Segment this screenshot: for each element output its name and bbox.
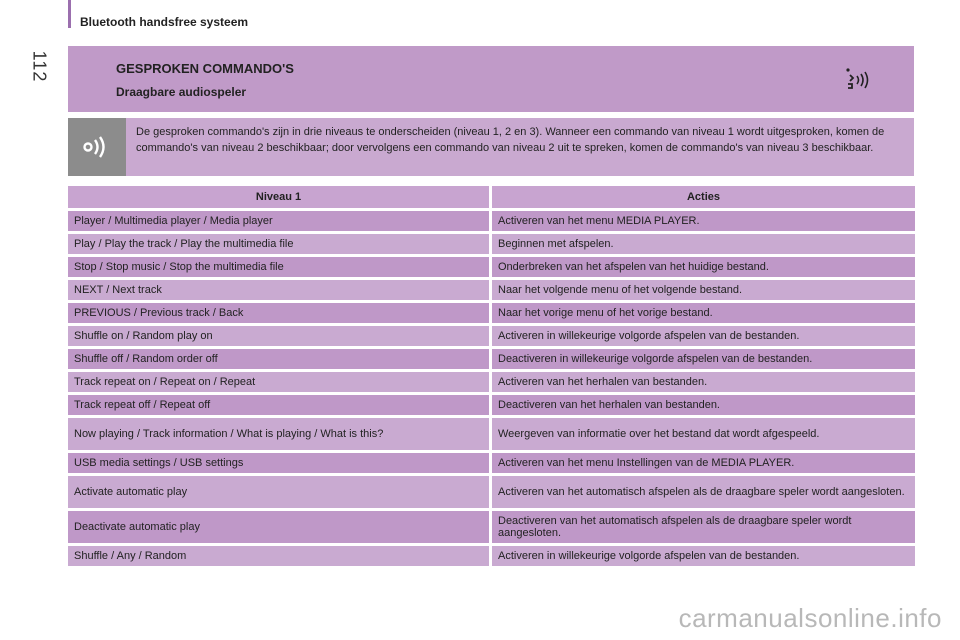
action-cell: Activeren in willekeurige volgorde afspelen van de bestanden. — [492, 326, 915, 346]
voice-command-icon — [842, 66, 870, 94]
command-cell: Shuffle off / Random order off — [68, 349, 492, 369]
action-cell: Naar het volgende menu of het volgende bestand. — [492, 280, 915, 300]
section-marker-bar — [68, 0, 71, 28]
table-body — [68, 211, 915, 566]
action-cell: Activeren van het automatisch afspelen als de draagbare speler wordt aangesloten. — [492, 476, 915, 508]
command-cell: Shuffle / Any / Random — [68, 546, 492, 566]
action-cell: Deactiveren van het herhalen van bestanden. — [492, 395, 915, 415]
header-panel — [68, 46, 914, 112]
table-row — [68, 546, 915, 566]
table-row — [68, 326, 915, 346]
section-title: Bluetooth handsfree systeem — [80, 15, 249, 29]
table-row — [68, 211, 915, 231]
command-cell: Track repeat on / Repeat on / Repeat — [68, 372, 492, 392]
command-cell: Activate automatic play — [68, 476, 492, 508]
command-cell: Deactivate automatic play — [68, 511, 492, 543]
command-cell: Now playing / Track information / What is playing / What is this? — [68, 418, 492, 450]
command-cell: Play / Play the track / Play the multimedia file — [68, 234, 492, 254]
command-cell: Player / Multimedia player / Media player — [68, 211, 492, 231]
action-cell: Onderbreken van het afspelen van het huidige bestand. — [492, 257, 915, 277]
action-cell: Activeren van het menu MEDIA PLAYER. — [492, 211, 915, 231]
action-cell: Activeren in willekeurige volgorde afspelen van de bestanden. — [492, 546, 915, 566]
table-row — [68, 280, 915, 300]
command-cell: Stop / Stop music / Stop the multimedia file — [68, 257, 492, 277]
table-row — [68, 257, 915, 277]
watermark: carmanualsonline.info — [678, 603, 942, 633]
column-header-level: Niveau 1 — [68, 186, 492, 208]
page-number: 112 — [29, 50, 50, 83]
voice-waves-icon — [82, 136, 112, 158]
info-text: De gesproken commando's zijn in drie niveaus te onderscheiden (niveau 1, 2 en 3). Wanneer een commando van niveau 1 wordt uitgesproken, komen de commando's van niveau 2 beschikbaar; door vervolgens een commando van niveau 2 uit te spreken, komen de commando's van niveau 3 beschikbaar. — [136, 126, 885, 154]
table-row — [68, 349, 915, 369]
table-row — [68, 511, 915, 543]
table-header-row — [68, 186, 915, 208]
command-cell: NEXT / Next track — [68, 280, 492, 300]
header-subtitle: Draagbare audiospeler — [116, 85, 247, 99]
table-row — [68, 418, 915, 450]
action-cell: Beginnen met afspelen. — [492, 234, 915, 254]
command-cell: Track repeat off / Repeat off — [68, 395, 492, 415]
column-header-actions: Acties — [492, 186, 915, 208]
action-cell: Deactiveren van het automatisch afspelen als de draagbare speler wordt aangesloten. — [492, 511, 915, 543]
action-cell: Naar het vorige menu of het vorige bestand. — [492, 303, 915, 323]
info-panel — [126, 118, 914, 176]
action-cell: Activeren van het menu Instellingen van de MEDIA PLAYER. — [492, 453, 915, 473]
action-cell: Weergeven van informatie over het bestand dat wordt afgespeeld. — [492, 418, 915, 450]
table-row — [68, 372, 915, 392]
header-title: GESPROKEN COMMANDO'S — [116, 61, 294, 76]
table-row — [68, 453, 915, 473]
info-icon-panel — [68, 118, 126, 176]
action-cell: Activeren van het herhalen van bestanden. — [492, 372, 915, 392]
table-row — [68, 476, 915, 508]
action-cell: Deactiveren in willekeurige volgorde afspelen van de bestanden. — [492, 349, 915, 369]
table-row — [68, 303, 915, 323]
voice-command-table — [68, 183, 915, 569]
table-row — [68, 234, 915, 254]
command-cell: Shuffle on / Random play on — [68, 326, 492, 346]
command-cell: USB media settings / USB settings — [68, 453, 492, 473]
table-row — [68, 395, 915, 415]
command-cell: PREVIOUS / Previous track / Back — [68, 303, 492, 323]
